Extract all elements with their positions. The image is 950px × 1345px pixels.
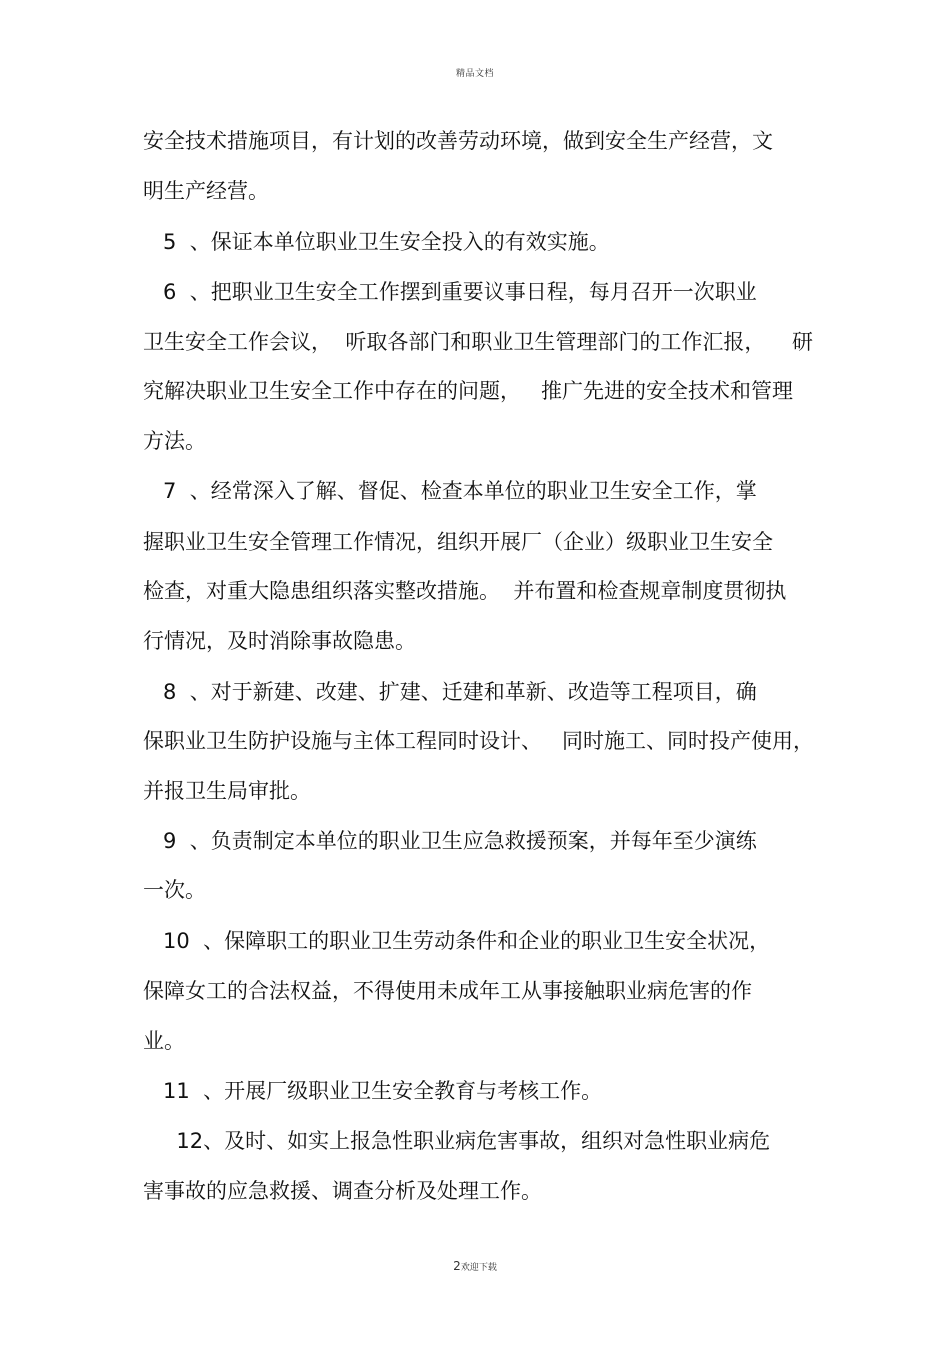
text-line: 10 、保障职工的职业卫生劳动条件和企业的职业卫生安全状况， [143,929,771,953]
text-line: 保职业卫生防护设施与主体工程同时设计、 同时施工、同时投产使用， [143,729,815,753]
footer-text: 欢迎下载 [460,1263,497,1273]
text-line: 行情况，及时消除事故隐患。 [143,629,416,653]
text-line: 害事故的应急救援、调查分析及处理工作。 [143,1179,542,1203]
text-line: 9 、负责制定本单位的职业卫生应急救援预案，并每年至少演练 [143,829,757,853]
text-line: 12、及时、如实上报急性职业病危害事故，组织对急性职业病危 [143,1129,771,1153]
text-line: 并报卫生局审批。 [143,779,311,803]
page-footer [0,1259,950,1273]
text-line: 明生产经营。 [143,179,269,203]
text-line: 11 、开展厂级职业卫生安全教育与考核工作。 [143,1079,603,1103]
text-line: 握职业卫生安全管理工作情况，组织开展厂（企业）级职业卫生安全 [143,530,773,554]
text-line: 方法。 [143,429,206,453]
text-line: 卫生安全工作会议， 听取各部门和职业卫生管理部门的工作汇报， 研 [143,330,814,354]
text-line: 保障女工的合法权益，不得使用未成年工从事接触职业病危害的作 [143,979,752,1003]
text-line: 业。 [143,1029,185,1053]
text-line: 究解决职业卫生安全工作中存在的问题， 推广先进的安全技术和管理 [143,379,794,403]
text-line: 一次。 [143,878,206,902]
text-line: 8 、对于新建、改建、扩建、迁建和革新、改造等工程项目，确 [143,680,757,704]
text-line: 安全技术措施项目，有计划的改善劳动环境，做到安全生产经营，文 [143,129,773,153]
text-line: 6 、把职业卫生安全工作摆到重要议事日程，每月召开一次职业 [143,280,757,304]
text-line: 检查，对重大隐患组织落实整改措施。 并布置和检查规章制度贯彻执 [143,579,787,603]
text-line: 7 、经常深入了解、督促、检查本单位的职业卫生安全工作，掌 [143,479,757,503]
text-line: 5 、保证本单位职业卫生安全投入的有效实施。 [143,230,610,254]
page-header: 精品文档 [455,69,494,79]
page-number: 2 [453,1259,461,1273]
